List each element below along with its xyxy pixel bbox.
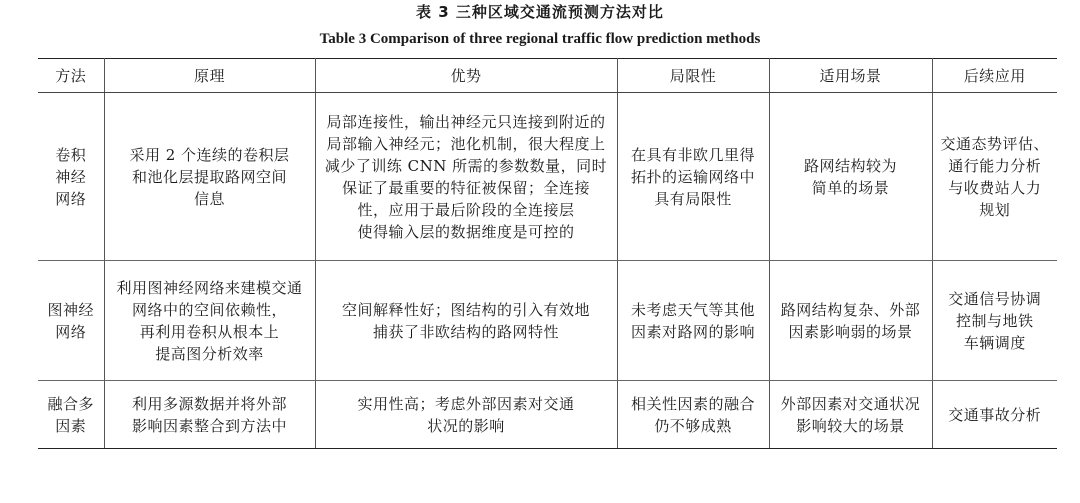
cell-scenario xyxy=(769,261,932,381)
cell-text: 交通态势评估、 通行能力分析 与收费站人力 规划 xyxy=(940,134,1049,219)
cell-text: 卷积 神经 网络 xyxy=(55,145,87,208)
cell-text: 交通信号协调 控制与地铁 车辆调度 xyxy=(948,289,1042,352)
cell-text: 融合多 因素 xyxy=(47,394,94,435)
cell-advantage xyxy=(315,93,617,261)
table-caption-chinese: 表 3 三种区域交通流预测方法对比 xyxy=(416,3,664,21)
cell-text: 实用性高；考虑外部因素对交通 状况的影响 xyxy=(357,394,575,435)
header-method: 方法 xyxy=(38,59,104,93)
cell-principle xyxy=(104,261,315,381)
header-scenario: 适用场景 xyxy=(769,59,932,93)
cell-application xyxy=(932,381,1057,449)
cell-text: 在具有非欧几里得 拓扑的运输网络中 具有局限性 xyxy=(630,145,755,208)
table-row xyxy=(38,93,1057,261)
cell-text: 相关性因素的融合 仍不够成熟 xyxy=(630,394,755,435)
header-limitation: 局限性 xyxy=(617,59,769,93)
cell-limitation xyxy=(617,381,769,449)
cell-method xyxy=(38,93,104,261)
cell-text: 采用 2 个连续的卷积层 和池化层提取路网空间 信息 xyxy=(129,145,290,208)
cell-text: 交通事故分析 xyxy=(948,405,1042,424)
cell-scenario xyxy=(769,93,932,261)
cell-advantage xyxy=(315,381,617,449)
cell-text: 路网结构复杂、外部 因素影响弱的场景 xyxy=(780,300,921,341)
cell-text: 局部连接性，输出神经元只连接到附近的 局部输入神经元；池化机制，很大程度上 减少了训练 CNN 所需的参数数量，同时 保证了最重要的特征被保留；全连接 性，应用于最后阶段的全连接层 使得输入层的数据维度是可控的 xyxy=(324,112,608,241)
comparison-table xyxy=(38,58,1057,449)
header-application: 后续应用 xyxy=(932,59,1057,93)
cell-method xyxy=(38,381,104,449)
header-advantage: 优势 xyxy=(315,59,617,93)
cell-text: 路网结构较为 简单的场景 xyxy=(803,156,897,197)
cell-limitation xyxy=(617,261,769,381)
cell-scenario xyxy=(769,381,932,449)
table-caption-english: Table 3 Comparison of three regional traffic flow prediction methods xyxy=(319,31,761,47)
cell-text: 图神经 网络 xyxy=(47,300,94,341)
cell-text: 未考虑天气等其他 因素对路网的影响 xyxy=(630,300,755,341)
table-row xyxy=(38,261,1057,381)
header-principle: 原理 xyxy=(104,59,315,93)
cell-principle xyxy=(104,93,315,261)
cell-method xyxy=(38,261,104,381)
cell-text: 外部因素对交通状况 影响较大的场景 xyxy=(780,394,921,435)
cell-text: 利用图神经网络来建模交通 网络中的空间依赖性， 再利用卷积从根本上 提高图分析效率 xyxy=(116,278,303,363)
cell-application xyxy=(932,93,1057,261)
cell-application xyxy=(932,261,1057,381)
cell-advantage xyxy=(315,261,617,381)
table-row xyxy=(38,381,1057,449)
table-header-row xyxy=(38,59,1057,93)
cell-limitation xyxy=(617,93,769,261)
cell-text: 利用多源数据并将外部 影响因素整合到方法中 xyxy=(131,394,287,435)
cell-principle xyxy=(104,381,315,449)
cell-text: 空间解释性好；图结构的引入有效地 捕获了非欧结构的路网特性 xyxy=(341,300,590,341)
